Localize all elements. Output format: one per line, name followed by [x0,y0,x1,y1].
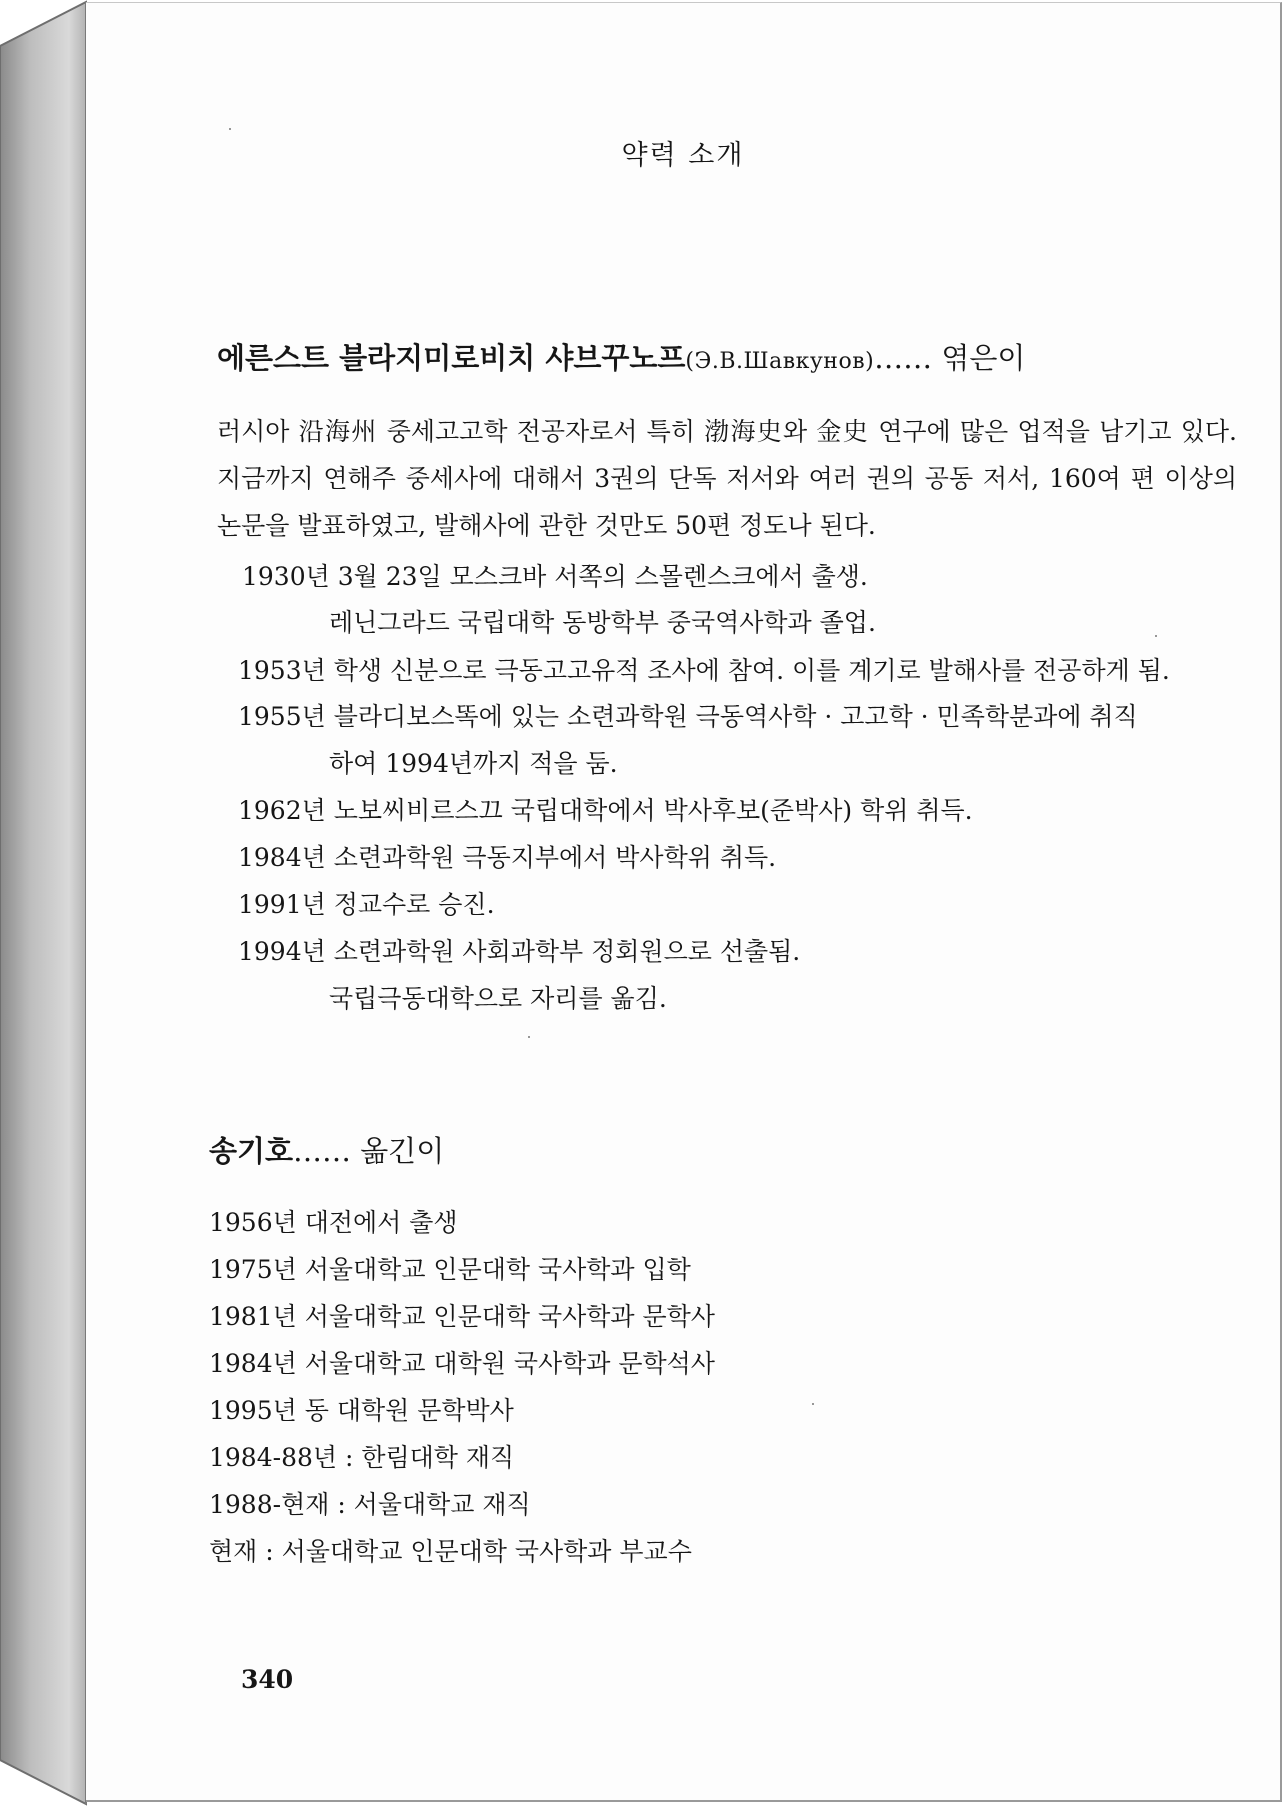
translator-timeline-item: 1984년 서울대학교 대학원 국사학과 문학석사 [209,1349,715,1378]
editor-timeline-item: 1953년 학생 신분으로 극동고고유적 조사에 참여. 이를 계기로 발해사를 전공하게 됨. [238,656,1170,685]
translator-timeline-item: 1995년 동 대학원 문학박사 [209,1396,514,1425]
translator-timeline-item: 1988-현재 : 서울대학교 재직 [209,1490,531,1519]
editor-timeline-item: 하여 1994년까지 적을 둠. [329,749,618,778]
book-page [86,2,1282,1802]
scan-speck [812,1403,814,1405]
editor-timeline-item: 1962년 노보씨비르스끄 국립대학에서 박사후보(준박사) 학위 취득. [238,796,973,825]
editor-timeline-item: 1994년 소련과학원 사회과학부 정회원으로 선출됨. [238,937,801,966]
page-number: 340 [241,1665,294,1694]
translator-timeline-item: 1975년 서울대학교 인문대학 국사학과 입학 [209,1255,691,1284]
translator-timeline-item: 1956년 대전에서 출생 [209,1208,458,1237]
editor-original-name: (Э.В.Шавкунов) [685,349,875,374]
translator-role: …… 옮긴이 [293,1134,445,1168]
editor-timeline-item: 레닌그라드 국립대학 동방학부 중국역사학과 졸업. [329,608,876,637]
scan-speck [528,1036,530,1038]
page-title: 약력 소개 [621,140,745,171]
editor-timeline-item: 1991년 정교수로 승진. [238,890,495,919]
translator-timeline-item: 1984-88년 : 한림대학 재직 [209,1443,515,1472]
translator-heading [209,1129,444,1170]
editor-timeline-item: 1984년 소련과학원 극동지부에서 박사학위 취득. [238,843,777,872]
editor-name: 에른스트 블라지미로비치 샤브꾸노프 [217,341,686,375]
scan-speck [229,128,231,130]
book-spine [0,0,90,1806]
editor-timeline-item: 국립극동대학으로 자리를 옮김. [329,984,667,1013]
translator-name: 송기호 [209,1134,294,1168]
translator-timeline-item: 현재 : 서울대학교 인문대학 국사학과 부교수 [209,1537,692,1566]
editor-heading [217,336,1025,377]
scan-speck [1155,635,1157,637]
editor-role: …… 엮은이 [874,341,1026,375]
editor-intro: 러시아 沿海州 중세고고학 전공자로서 특히 渤海史와 金史 연구에 많은 업적을 남기고 있다. 지금까지 연해주 중세사에 대해서 3권의 단독 저서와 여러 권의 공동 저서, 160여 편 이상의 논문을 발표하였고, 발해사에 관한 것만도 50편 정도나 된다. [217,417,1237,540]
editor-timeline-item: 1930년 3월 23일 모스크바 서쪽의 스몰렌스크에서 출생. [242,562,868,591]
translator-timeline-item: 1981년 서울대학교 인문대학 국사학과 문학사 [209,1302,715,1331]
editor-timeline-item: 1955년 블라디보스똑에 있는 소련과학원 극동역사학 · 고고학 · 민족학분과에 취직 [238,702,1138,731]
